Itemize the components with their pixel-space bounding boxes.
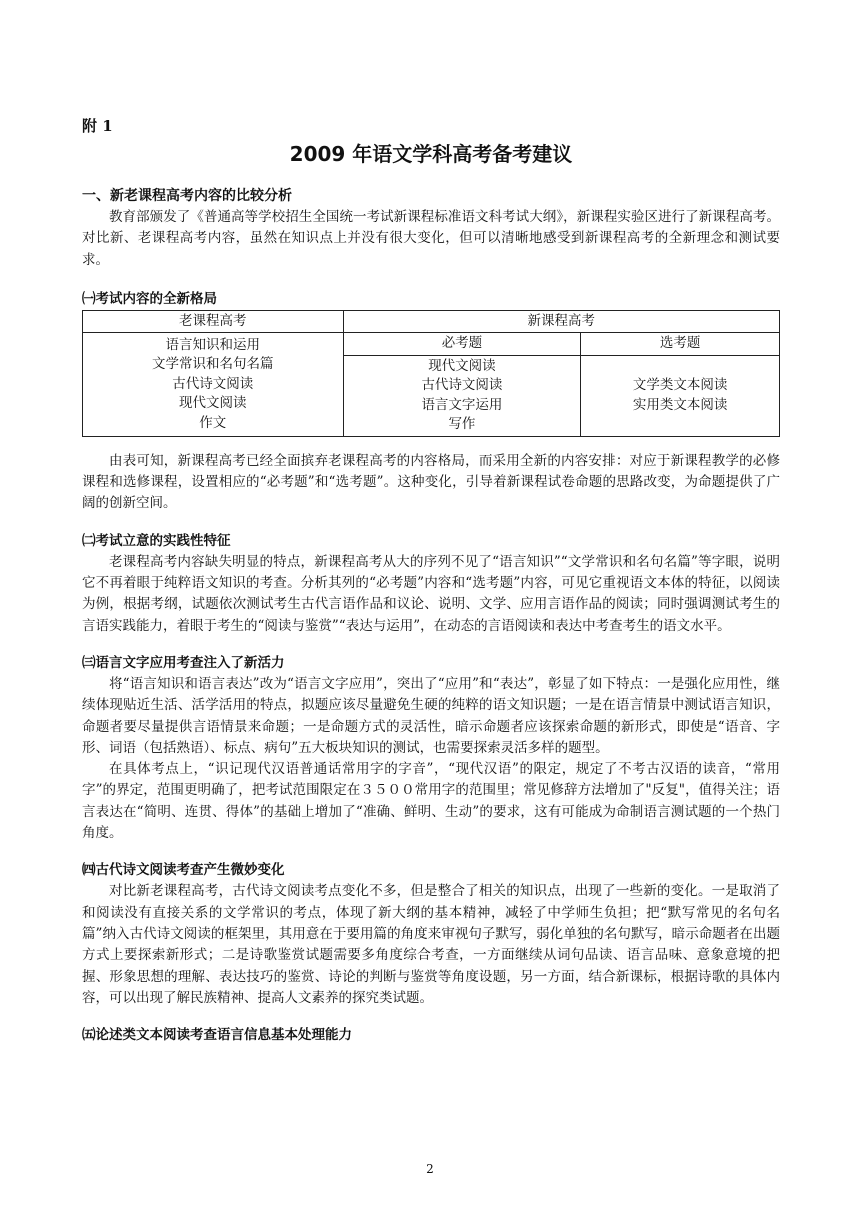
required-item: 现代文阅读	[428, 357, 496, 374]
elective-item: 实用类文本阅读	[632, 396, 728, 413]
comparison-table	[82, 310, 780, 437]
attachment-label: 附 1	[82, 117, 113, 135]
old-item: 文学常识和名句名篇	[152, 356, 274, 373]
old-item: 语言知识和运用	[165, 336, 261, 353]
page-number: 2	[426, 1162, 434, 1176]
document-title: 2009 年语文学科高考备考建议	[289, 142, 573, 166]
old-item: 作文	[199, 414, 227, 431]
subsection-heading-4: ㈣古代诗文阅读考查产生微妙变化	[82, 862, 285, 879]
section-heading-1: 一、新老课程高考内容的比较分析	[82, 188, 292, 204]
subsection-text-3a: 将“语言知识和语言表达”改为“语言文字应用”，突出了“应用”和“表达”，彰显了如下特点：一是强化应用性，继续体现贴近生活、活学活用的特点，拟题应该尽量避免生硬的纯粹的语文知识题；一是在语言情景中测试语言知识，命题者要尽量提供言语情景来命题；一是命题方式的灵活性，暗示命题者应该探索命题的新形式，即使是“语音、字形、词语（包括熟语）、标点、病句”五大板块知识的测试，也需要探索灵活多样的题型。	[82, 675, 780, 756]
section-intro: 教育部颁发了《普通高等学校招生全国统一考试新课程标准语文科考试大纲》，新课程实验区进行了新课程高考。对比新、老课程高考内容，虽然在知识点上并没有很大变化，但可以清晰地感受到新课程高考的全新理念和测试要求。	[82, 209, 780, 268]
required-content	[343, 355, 581, 436]
subsection-heading-5: ㈤论述类文本阅读考查语言信息基本处理能力	[82, 1027, 352, 1044]
old-item: 现代文阅读	[179, 395, 247, 412]
required-item: 写作	[448, 416, 476, 433]
document-page	[82, 112, 780, 1046]
required-item: 语言文字运用	[421, 396, 503, 413]
subsection-heading-3: ㈢语言文字应用考查注入了新活力	[82, 654, 285, 671]
old-item: 古代诗文阅读	[172, 375, 254, 392]
old-course-header: 老课程高考	[83, 310, 344, 333]
table-commentary: 由表可知，新课程高考已经全面摈弃老课程高考的内容格局，而采用全新的内容安排：对应于新课程教学的必修课程和选修课程，设置相应的“必考题”和“选考题”。这种变化，引导着新课程试卷命题的思路改变，为命题提供了广阔的创新空间。	[82, 452, 780, 512]
subsection-text-4: 对比新老课程高考，古代诗文阅读考点变化不多，但是整合了相关的知识点，出现了一些新的变化。一是取消了和阅读没有直接关系的文学常识的考点，体现了新大纲的基本精神，减轻了中学师生负担；把“默写常见的名句名篇”纳入古代诗文阅读的框架里，其用意在于要用篇的角度来审视句子默写，弱化单独的名句默写，暗示命题者在出题方式上要探索新形式；二是诗歌鉴赏试题需要多角度综合考查，一方面继续从词句品读、语言品味、意象意境的把握、形象思想的理解、表达技巧的鉴赏、诗论的判断与鉴赏等角度设题，另一方面，结合新课标，根据诗歌的具体内容，可以出现了解民族精神、提高人文素养的探究类试题。	[82, 883, 780, 1006]
elective-content	[581, 355, 780, 436]
required-item: 古代诗文阅读	[421, 377, 503, 394]
elective-header: 选考题	[581, 333, 780, 356]
old-course-content	[83, 333, 344, 437]
elective-item: 文学类文本阅读	[632, 377, 728, 394]
subsection-heading-1: ㈠考试内容的全新格局	[82, 290, 217, 307]
required-header: 必考题	[343, 333, 581, 356]
subsection-heading-2: ㈡考试立意的实践性特征	[82, 532, 231, 549]
subsection-text-2: 老课程高考内容缺失明显的特点，新课程高考从大的序列不见了“语言知识”“文学常识和名句名篇”等字眼，说明它不再着眼于纯粹语文知识的考查。分析其列的“必考题”内容和“选考题”内容，可见它重视语文本体的特征，以阅读为例，根据考纲，试题依次测试考生古代言语作品和议论、说明、文学、应用言语作品的阅读；同时强调测试考生的言语实践能力，着眼于考生的“阅读与鉴赏”“表达与运用”，在动态的言语阅读和表达中考查考生的语文水平。	[82, 553, 780, 634]
new-course-header: 新课程高考	[343, 310, 779, 333]
subsection-text-3b: 在具体考点上，“识记现代汉语普通话常用字的字音”，“现代汉语”的限定，规定了不考古汉语的读音，“常用字”的界定，范围更明确了，把考试范围限定在３５００常用字的范围里；常见修辞方法增加了"反复"，值得关注；语言表达在“简明、连贯、得体”的基础上增加了“准确、鲜明、生动”的要求，这有可能成为命制语言测试题的一个热门角度。	[82, 761, 780, 842]
